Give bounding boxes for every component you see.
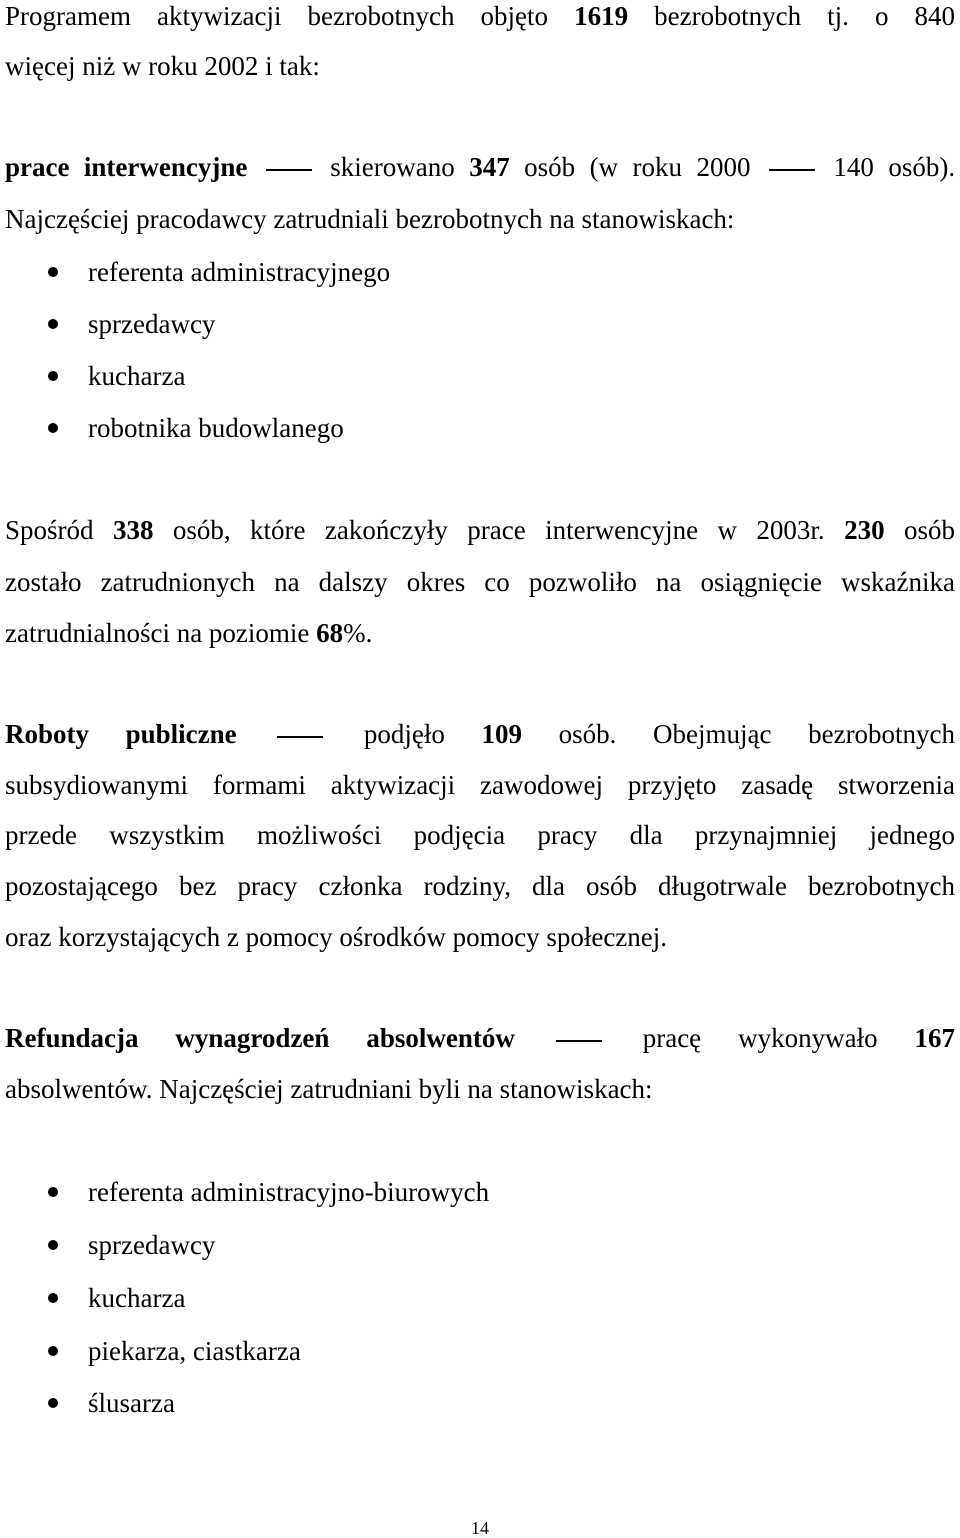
heading-refundacja-wynagrodzen: Refundacja wynagrodzeń absolwentów <box>5 1023 515 1053</box>
number-109: 109 <box>481 719 523 749</box>
paragraph-5-line-1 <box>5 1022 955 1054</box>
heading-prace-interwencyjne: prace interwencyjne <box>5 152 248 182</box>
paragraph-1-line-1 <box>5 0 955 32</box>
paragraph-3-line-1 <box>5 514 955 546</box>
text: osób. <box>558 719 617 749</box>
text: Programem aktywizacji bezrobotnych objęto <box>5 1 549 31</box>
dash-separator <box>556 1040 602 1042</box>
paragraph-3-line-3 <box>5 617 372 649</box>
text: osób <box>904 515 956 545</box>
list-item-text: robotnika budowlanego <box>88 413 344 443</box>
text: osób, które zakończyły prace interwencyjne w 2003r. <box>172 515 825 545</box>
dash-separator <box>769 169 815 171</box>
text: Spośród <box>5 515 94 545</box>
paragraph-5-line-2: absolwentów. Najczęściej zatrudniani byli na stanowiskach: <box>5 1074 653 1104</box>
number-167: 167 <box>914 1023 955 1053</box>
list-item-text: referenta administracyjno-biurowych <box>88 1177 490 1207</box>
bullet-icon <box>48 267 58 277</box>
paragraph-2-line-2: Najczęściej pracodawcy zatrudniali bezrobotnych na stanowiskach: <box>5 204 735 234</box>
number-230: 230 <box>844 515 885 545</box>
text: bezrobotnych tj. o 840 <box>654 1 956 31</box>
paragraph-3-line-2: zostało zatrudnionych na dalszy okres co pozwoliło na osiągnięcie wskaźnika <box>5 567 955 597</box>
paragraph-4-line-5: oraz korzystających z pomocy ośrodków pomocy społecznej. <box>5 922 668 952</box>
bullet-icon <box>48 1346 58 1356</box>
list-item-text: sprzedawcy <box>88 1230 216 1260</box>
number-68: 68 <box>316 618 344 648</box>
text: skierowano <box>330 152 455 182</box>
number-347: 347 <box>469 152 510 182</box>
text: Obejmując bezrobotnych <box>653 719 956 749</box>
list-item-text: sprzedawcy <box>88 309 216 339</box>
bullet-icon <box>48 1187 58 1197</box>
dash-separator <box>266 169 312 171</box>
paragraph-1-line-2: więcej niż w roku 2002 i tak: <box>5 51 320 81</box>
paragraph-4-line-4: pozostającego bez pracy członka rodziny, dla osób długotrwale bezrobotnych <box>5 871 955 901</box>
page-number: 14 <box>471 1518 489 1538</box>
list-item-text: referenta administracyjnego <box>88 257 391 287</box>
paragraph-4-line-3: przede wszystkim możliwości podjęcia pracy dla przynajmniej jednego <box>5 820 955 850</box>
bullet-icon <box>48 371 58 381</box>
paragraph-4-line-2: subsydiowanymi formami aktywizacji zawodowej przyjęto zasadę stworzenia <box>5 770 955 800</box>
heading-roboty-publiczne: Roboty publiczne <box>5 719 237 749</box>
bullet-icon <box>48 1293 58 1303</box>
list-item-text: kucharza <box>88 1283 186 1313</box>
bullet-icon <box>48 1240 58 1250</box>
paragraph-2-line-1 <box>5 151 955 183</box>
list-item-text: kucharza <box>88 361 186 391</box>
bullet-icon <box>48 319 58 329</box>
text: %. <box>343 618 373 648</box>
bullet-icon <box>48 1398 58 1408</box>
number-338: 338 <box>112 515 154 545</box>
text: 140 osób). <box>833 152 956 182</box>
text: podjęło <box>363 719 445 749</box>
list-item-text: ślusarza <box>88 1388 175 1418</box>
number-1619: 1619 <box>574 1 629 31</box>
text: osób (w roku 2000 <box>524 152 751 182</box>
list-item-text: piekarza, ciastkarza <box>88 1336 301 1366</box>
text: zatrudnialności na poziomie <box>5 618 310 648</box>
text: pracę wykonywało <box>642 1023 878 1053</box>
paragraph-4-line-1 <box>5 718 955 750</box>
dash-separator <box>277 736 323 738</box>
bullet-icon <box>48 423 58 433</box>
